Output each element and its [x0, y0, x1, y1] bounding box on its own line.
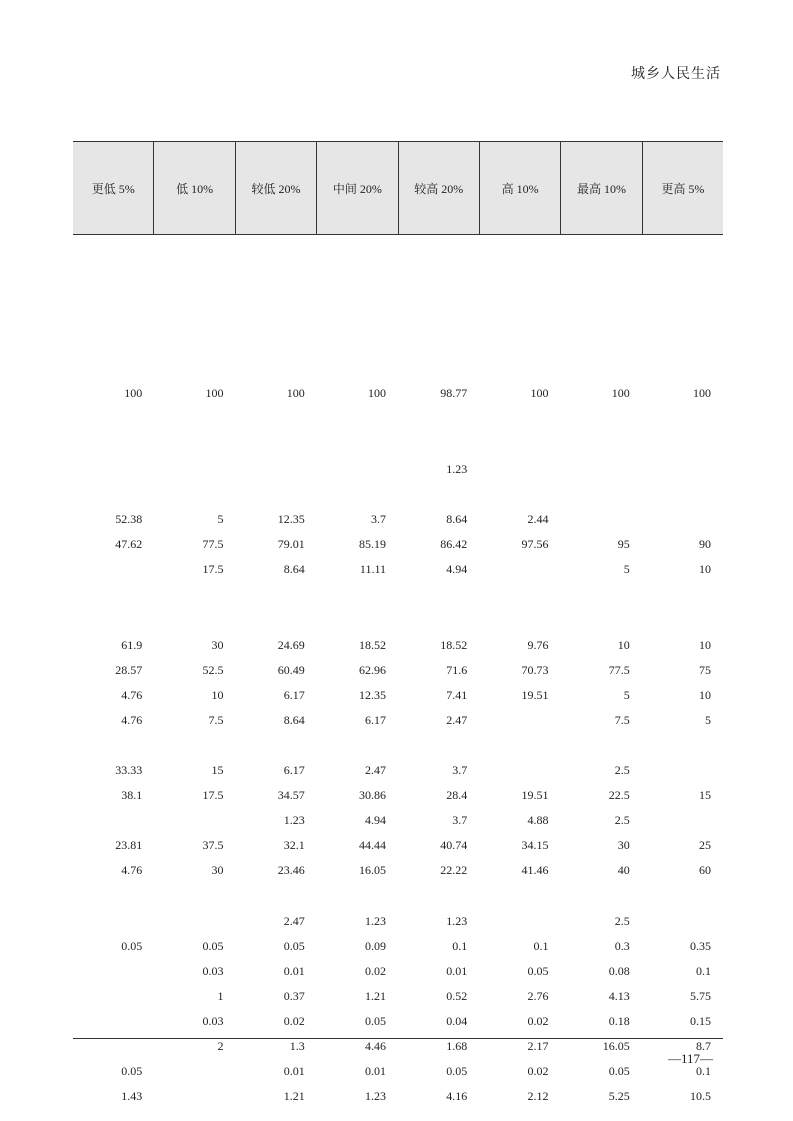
table-cell: 10	[211, 688, 224, 702]
table-cell: 2.47	[365, 763, 386, 777]
table-cell	[642, 510, 723, 528]
table-cell: 2.44	[527, 512, 549, 526]
table-cell: 34.15	[521, 838, 549, 852]
table-row	[73, 861, 723, 879]
table-row	[73, 811, 723, 829]
table-row	[73, 912, 723, 930]
table-cell: 5	[623, 562, 630, 576]
table-cell: 10.5	[690, 1089, 711, 1103]
table-cell: 97.56	[521, 537, 549, 551]
table-cell: 0.18	[608, 1014, 630, 1028]
table-row	[73, 1012, 723, 1030]
table-cell: 0.1	[452, 939, 468, 953]
table-cell: 0.08	[608, 964, 630, 978]
table-cell: 1.21	[283, 1089, 305, 1103]
table-cell: 2.76	[527, 989, 549, 1003]
table-cell	[642, 912, 723, 930]
table-cell: 33.33	[115, 763, 143, 777]
table-cell: 7.41	[446, 688, 468, 702]
table-cell: 0.02	[283, 1014, 305, 1028]
table-row	[73, 636, 723, 654]
table-body	[73, 235, 723, 1103]
table-cell: 60.49	[277, 663, 305, 677]
table-cell	[236, 460, 317, 478]
table-cell: 77.5	[608, 663, 630, 677]
table-cell: 0.15	[690, 1014, 711, 1028]
table-cell	[479, 761, 560, 779]
table-cell: 100	[124, 386, 143, 400]
table-cell: 0.1	[696, 964, 711, 978]
table-cell: 0.02	[527, 1064, 549, 1078]
table-cell: 8.7	[696, 1039, 711, 1053]
table-cell: 30	[617, 838, 630, 852]
table-cell: 23.81	[115, 838, 143, 852]
table-cell: 7.5	[614, 713, 630, 727]
table-cell: 47.62	[115, 537, 143, 551]
table-cell	[154, 1087, 235, 1105]
table-cell: 10	[617, 638, 630, 652]
table-cell: 23.46	[277, 863, 305, 877]
table-row	[73, 510, 723, 528]
table-cell: 19.51	[521, 688, 549, 702]
table-cell: 52.5	[202, 663, 224, 677]
table-row	[73, 1087, 723, 1105]
table-cell: 5	[705, 713, 711, 727]
table-row	[73, 460, 723, 478]
table-cell: 95	[617, 537, 630, 551]
table-cell: 5	[623, 688, 630, 702]
table-cell	[73, 1012, 154, 1030]
table-cell	[642, 761, 723, 779]
column-header: 更低 5%	[73, 142, 154, 234]
table-cell: 6.17	[283, 688, 305, 702]
table-row	[73, 761, 723, 779]
table-cell: 24.69	[277, 638, 305, 652]
table-cell: 16.05	[602, 1039, 630, 1053]
table-cell: 0.52	[446, 989, 468, 1003]
table-cell: 4.88	[527, 813, 549, 827]
table-cell: 0.37	[283, 989, 305, 1003]
table-cell: 7.5	[208, 713, 224, 727]
table-cell: 18.52	[359, 638, 386, 652]
table-cell: 9.76	[527, 638, 549, 652]
table-cell: 32.1	[283, 838, 305, 852]
table-row	[73, 384, 723, 402]
table-row	[73, 1062, 723, 1080]
column-header: 较低 20%	[236, 142, 317, 234]
table-cell	[73, 912, 154, 930]
column-header: 最高 10%	[561, 142, 642, 234]
table-cell: 0.1	[533, 939, 549, 953]
table-cell: 75	[699, 663, 711, 677]
table-cell: 2.12	[527, 1089, 549, 1103]
table-cell: 4.16	[446, 1089, 468, 1103]
table-cell: 6.17	[283, 763, 305, 777]
table-cell: 0.05	[527, 964, 549, 978]
table-cell: 0.09	[365, 939, 386, 953]
table-cell: 86.42	[440, 537, 468, 551]
table-cell: 2.17	[527, 1039, 549, 1053]
table-cell: 1.68	[446, 1039, 468, 1053]
table-cell	[479, 711, 560, 729]
table-cell: 2.47	[446, 713, 468, 727]
table-cell: 10	[699, 688, 711, 702]
table-cell: 44.44	[359, 838, 386, 852]
table-cell: 4.13	[608, 989, 630, 1003]
table-cell: 28.57	[115, 663, 143, 677]
table-cell: 40.74	[440, 838, 468, 852]
table-cell: 0.04	[446, 1014, 468, 1028]
table-cell: 70.73	[521, 663, 549, 677]
table-cell: 17.5	[202, 562, 224, 576]
table-cell: 60	[699, 863, 711, 877]
table-cell	[479, 560, 560, 578]
table-cell: 25	[699, 838, 711, 852]
table-cell: 0.35	[690, 939, 711, 953]
table-cell: 98.77	[440, 386, 468, 400]
table-cell: 1	[217, 989, 224, 1003]
table-cell: 85.19	[359, 537, 386, 551]
table-cell	[479, 912, 560, 930]
table-cell: 22.22	[440, 863, 468, 877]
table-cell: 6.17	[365, 713, 386, 727]
table-cell: 30.86	[359, 788, 386, 802]
table-cell	[154, 1062, 235, 1080]
table-cell: 10	[699, 562, 711, 576]
table-cell: 61.9	[121, 638, 143, 652]
table-cell: 15	[699, 788, 711, 802]
table-cell: 0.05	[121, 1064, 143, 1078]
table-cell: 0.05	[283, 939, 305, 953]
table-cell: 1.23	[365, 1089, 386, 1103]
table-cell: 0.05	[121, 939, 143, 953]
table-cell	[642, 811, 723, 829]
table-cell: 8.64	[283, 562, 305, 576]
table-cell: 62.96	[359, 663, 386, 677]
table-cell: 90	[699, 537, 711, 551]
column-header: 更高 5%	[661, 181, 705, 196]
table-cell: 34.57	[277, 788, 305, 802]
table-cell: 22.5	[608, 788, 630, 802]
table-row	[73, 535, 723, 553]
table-cell: 4.76	[121, 688, 143, 702]
table-cell: 100	[611, 386, 630, 400]
table-cell: 2.47	[283, 914, 305, 928]
column-header: 较高 20%	[399, 142, 480, 234]
table-cell: 0.1	[696, 1064, 711, 1078]
column-header: 高 10%	[480, 142, 561, 234]
table-cell	[73, 460, 154, 478]
table-cell: 28.4	[446, 788, 468, 802]
table-cell: 38.1	[121, 788, 143, 802]
table-cell: 100	[286, 386, 305, 400]
column-header: 低 10%	[154, 142, 235, 234]
table-cell	[479, 460, 560, 478]
table-cell: 0.05	[608, 1064, 630, 1078]
table-cell: 19.51	[521, 788, 549, 802]
table-cell: 100	[530, 386, 549, 400]
table-cell: 10	[699, 638, 711, 652]
table-cell: 4.46	[365, 1039, 386, 1053]
table-cell: 100	[368, 386, 386, 400]
table-cell: 0.01	[446, 964, 468, 978]
table-cell: 40	[617, 863, 630, 877]
table-row	[73, 1037, 723, 1055]
table-cell	[154, 460, 235, 478]
table-cell: 0.05	[365, 1014, 386, 1028]
table-cell: 0.01	[283, 964, 305, 978]
table-cell: 12.35	[359, 688, 386, 702]
table-cell: 3.7	[371, 512, 386, 526]
table-cell	[154, 912, 235, 930]
table-cell: 37.5	[202, 838, 224, 852]
table-row	[73, 661, 723, 679]
table-cell: 52.38	[115, 512, 143, 526]
table-row	[73, 560, 723, 578]
table-cell: 4.94	[365, 813, 386, 827]
table-cell	[154, 811, 235, 829]
table-cell: 77.5	[202, 537, 224, 551]
data-table	[73, 141, 723, 1103]
table-cell: 0.3	[614, 939, 630, 953]
table-cell: 1.21	[365, 989, 386, 1003]
table-row	[73, 962, 723, 980]
table-cell: 2.5	[614, 813, 630, 827]
table-row	[73, 786, 723, 804]
table-cell: 30	[211, 638, 224, 652]
table-cell: 0.02	[365, 964, 386, 978]
table-cell	[73, 987, 154, 1005]
table-cell: 5.25	[608, 1089, 630, 1103]
page-number: —117—	[667, 1051, 713, 1066]
table-cell: 2	[217, 1039, 224, 1053]
column-header: 中间 20%	[317, 142, 398, 234]
table-cell: 1.43	[121, 1089, 143, 1103]
table-cell: 8.64	[446, 512, 468, 526]
table-cell: 4.94	[446, 562, 468, 576]
table-cell: 71.6	[446, 663, 468, 677]
table-cell: 15	[211, 763, 224, 777]
table-cell: 18.52	[440, 638, 468, 652]
table-cell: 100	[205, 386, 224, 400]
table-cell: 0.03	[202, 964, 224, 978]
table-cell: 17.5	[202, 788, 224, 802]
table-cell: 1.23	[283, 813, 305, 827]
table-cell	[642, 460, 723, 478]
table-row	[73, 937, 723, 955]
table-cell: 1.23	[365, 914, 386, 928]
table-cell	[73, 811, 154, 829]
table-cell	[73, 1037, 154, 1055]
table-cell: 1.23	[446, 914, 468, 928]
table-cell	[73, 962, 154, 980]
table-header-row	[73, 141, 723, 235]
table-cell: 100	[693, 386, 711, 400]
table-cell: 5	[217, 512, 224, 526]
table-cell: 0.05	[202, 939, 224, 953]
table-row	[73, 686, 723, 704]
table-cell	[73, 560, 154, 578]
table-cell: 4.76	[121, 713, 143, 727]
table-row	[73, 987, 723, 1005]
table-cell: 0.01	[283, 1064, 305, 1078]
table-cell: 1.23	[446, 462, 468, 476]
table-row	[73, 836, 723, 854]
table-row	[73, 711, 723, 729]
table-cell: 12.35	[277, 512, 305, 526]
table-cell: 0.03	[202, 1014, 224, 1028]
table-cell: 41.46	[521, 863, 549, 877]
table-cell: 0.05	[446, 1064, 468, 1078]
table-cell: 4.76	[121, 863, 143, 877]
table-cell	[561, 510, 642, 528]
table-cell: 16.05	[359, 863, 386, 877]
table-cell: 3.7	[452, 813, 468, 827]
table-cell: 5.75	[690, 989, 711, 1003]
table-cell	[561, 460, 642, 478]
bottom-rule	[73, 1038, 723, 1039]
running-title: 城乡人民生活	[631, 67, 721, 82]
table-cell: 1.3	[289, 1039, 305, 1053]
table-cell: 3.7	[452, 763, 468, 777]
table-cell: 79.01	[277, 537, 305, 551]
table-cell: 2.5	[614, 914, 630, 928]
table-cell: 11.11	[359, 562, 386, 576]
table-cell	[317, 460, 398, 478]
table-cell: 8.64	[283, 713, 305, 727]
table-cell: 30	[211, 863, 224, 877]
table-cell: 0.01	[365, 1064, 386, 1078]
table-cell: 2.5	[614, 763, 630, 777]
table-cell: 0.02	[527, 1014, 549, 1028]
